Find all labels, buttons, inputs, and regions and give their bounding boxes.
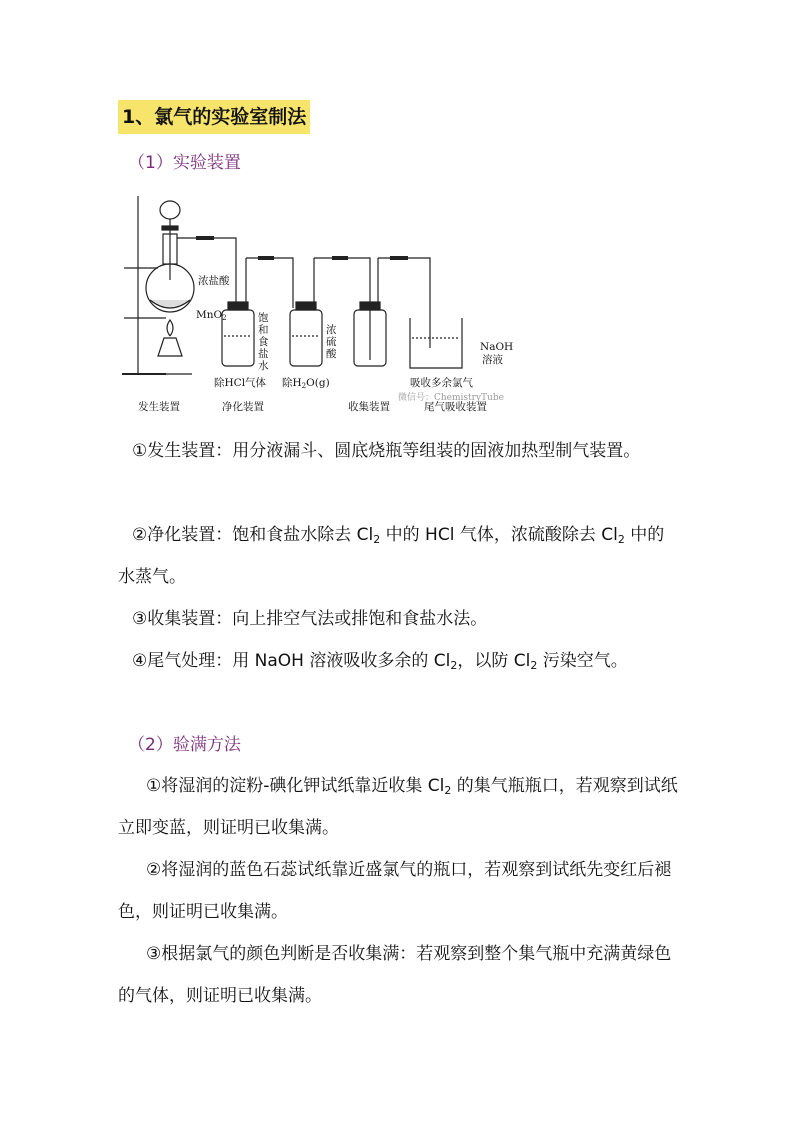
label-collect: 收集装置	[348, 401, 390, 413]
label-purify: 净化装置	[222, 401, 264, 413]
beaker	[410, 318, 462, 368]
wash-bottle-1	[222, 310, 254, 366]
svg-text:水: 水	[258, 360, 269, 372]
flame	[167, 320, 173, 336]
paragraph-collect: ③收集装置：向上排空气法或排饱和食盐水法。	[132, 609, 488, 629]
caption-h2o: 除H2O(g)	[282, 377, 330, 390]
svg-text:浓: 浓	[326, 324, 337, 336]
paragraph-test-3: ③根据氯气的颜色判断是否收集满：若观察到整个集气瓶中充满黄绿色的气体，则证明已收集满。	[118, 944, 672, 1006]
paragraph-test-1: ①将湿润的淀粉-碘化钾试纸靠近收集 $Cl_2$ 的集气瓶瓶口，若观察到试纸立即变蓝，则证明已收集满。	[118, 776, 678, 838]
wash-bottle-2	[290, 310, 322, 366]
apparatus-diagram	[118, 188, 522, 418]
funnel-stopcock	[162, 226, 178, 230]
label-mno2: MnO2	[196, 309, 227, 322]
section-heading: 1、氯气的实验室制法	[118, 100, 310, 134]
caption-hcl: 除HCl气体	[214, 377, 267, 389]
label-generator: 发生装置	[138, 401, 180, 413]
svg-text:溶液: 溶液	[482, 354, 503, 366]
svg-text:盐: 盐	[258, 348, 269, 360]
subheading-apparatus: （1）实验装置	[128, 153, 241, 173]
label-naoh: NaOH	[480, 341, 514, 353]
label-acid: 浓盐酸	[198, 275, 230, 287]
paragraph-purify: ②净化装置：饱和食盐水除去 $Cl_2$ 中的 HCl 气体，浓硫酸除去 $Cl_2$ 中的水蒸气。	[118, 525, 665, 587]
svg-text:硫: 硫	[326, 336, 337, 348]
paragraph-generator: ①发生装置：用分液漏斗、圆底烧瓶等组装的固液加热型制气装置。	[132, 441, 641, 461]
svg-text:酸: 酸	[326, 348, 337, 360]
watermark: 微信号：ChemistryTube	[398, 393, 504, 403]
svg-text:饱: 饱	[258, 312, 269, 324]
label-tail: 尾气吸收装置	[424, 401, 487, 413]
caption-absorb: 吸收多余氯气	[410, 377, 473, 389]
funnel-bulb	[160, 201, 180, 219]
burner	[158, 338, 182, 356]
delivery-tube-1	[177, 238, 236, 308]
delivery-tube-2	[246, 258, 293, 308]
subheading-full-test: （2）验满方法	[128, 735, 241, 755]
svg-text:和: 和	[258, 324, 269, 336]
paragraph-test-2: ②将湿润的蓝色石蕊试纸靠近盛氯气的瓶口，若观察到试纸先变红后褪色，则证明已收集满。	[118, 860, 672, 922]
svg-text:食: 食	[258, 336, 269, 348]
paragraph-tail-gas: ④尾气处理：用 NaOH 溶液吸收多余的 $Cl_2$，以防 $Cl_2$ 污染空气。	[132, 651, 628, 672]
